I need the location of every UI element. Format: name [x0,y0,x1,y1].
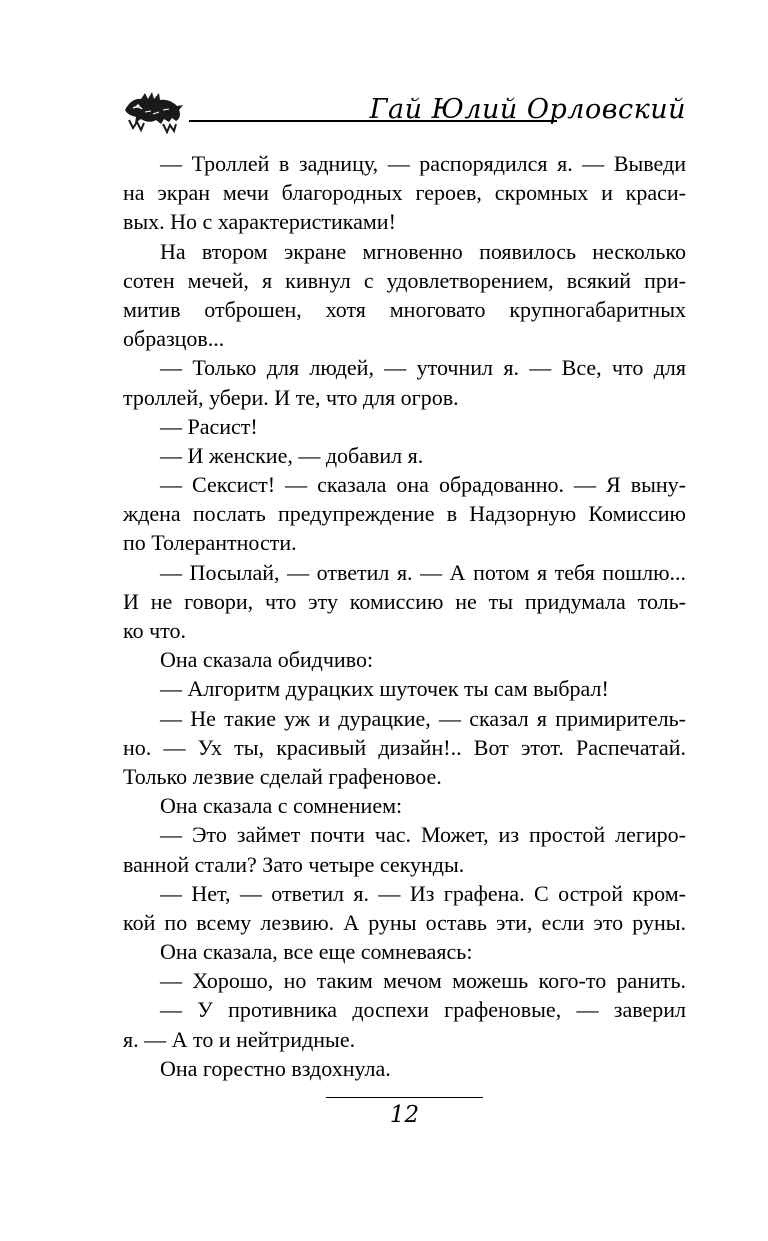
text-line: Только лезвие сделай графеновое. [123,763,442,789]
text-line: — Сексист! — сказала она обрадованно. — Я выну- [160,472,686,498]
footer-rule [326,1097,483,1098]
text-line: на экран мечи благородных героев, скромных и краси- [123,180,686,206]
text-line: — Не такие уж и дурацкие, — сказал я примиритель- [160,705,686,731]
text-line: — И женские, — добавил я. [160,442,424,468]
text-line: Она сказала обидчиво: [160,647,374,673]
text-line: — Только для людей, — уточнил я. — Все, что для [160,355,686,381]
text-line: ванной стали? Зато четыре секунды. [123,851,465,877]
body-text [123,149,686,1083]
text-line: — У противника доспехи графеновые, — заверил [160,997,686,1023]
text-line: — Нет, — ответил я. — Из графена. С острой кром- [160,880,686,906]
text-line: но. — Ух ты, красивый дизайн!.. Вот этот. Распечатай. [123,734,686,760]
text-line: Она горестно вздохнула. [160,1055,391,1081]
running-header-author: Гай Юлий Орловский [369,94,686,125]
text-line: И не говори, что эту комиссию не ты придумала толь- [123,588,686,614]
text-line: — Расист! [160,413,258,439]
text-line: — Хорошо, но таким мечом можешь кого-то ранить. [160,968,686,994]
text-line: кой по всему лезвию. А руны оставь эти, если это руны. [123,909,686,935]
text-line: На втором экране мгновенно появилось несколько [160,238,686,264]
running-header [123,90,686,134]
dragon-icon [123,90,185,134]
text-line: Она сказала с сомнением: [160,793,403,819]
text-line: — Троллей в задницу, — распорядился я. — Выведи [160,151,686,176]
text-line: — Алгоритм дурацких шуточек ты сам выбрал! [160,676,609,702]
text-line: — Посылай, — ответил я. — А потом я тебя пошлю... [160,559,686,585]
text-line: по Толерантности. [123,530,297,556]
text-line: ждена послать предупреждение в Надзорную Комиссию [123,501,686,527]
text-line: сотен мечей, я кивнул с удовлетворением, всякий при- [123,267,686,293]
page-number: 12 [389,1102,420,1128]
text-line: — Это займет почти час. Может, из простой легиро- [160,822,686,848]
text-line: троллей, убери. И те, что для огров. [123,384,459,410]
text-line: Она сказала, все еще сомневаясь: [160,939,473,965]
text-line: я. — А то и нейтридные. [123,1026,356,1052]
text-line: образцов... [123,326,225,352]
text-line: ко что. [123,618,186,643]
text-line: вых. Но с характеристиками! [123,209,396,235]
text-line: митив отброшен, хотя многовато крупногабаритных [123,296,686,322]
